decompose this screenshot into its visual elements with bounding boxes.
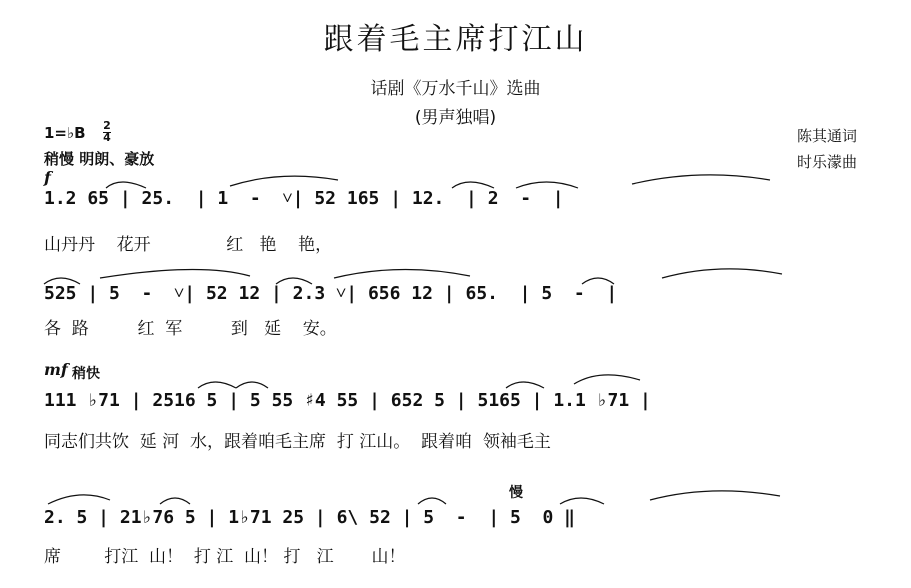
slur: [516, 182, 578, 188]
slur: [48, 495, 110, 504]
time-signature-top: 2: [103, 119, 111, 132]
dynamic-mezzo-forte: mf: [44, 360, 68, 379]
slur: [560, 498, 604, 504]
slur: [574, 375, 640, 384]
slur: [230, 176, 338, 186]
notation-line-1: 1.2 65 | 25. | 1 - ˅| 52 165 | 12. | 2 - |: [44, 188, 564, 209]
lyrics-line-4: 席 打江 山！ 打 江 山！ 打 江 山！: [44, 547, 406, 567]
slur: [160, 498, 190, 504]
slur: [334, 269, 470, 278]
voice-type: (男声独唱): [414, 108, 497, 128]
slur: [506, 382, 544, 388]
tempo-marking: 稍慢 明朗、豪放: [44, 150, 155, 168]
slur: [100, 269, 250, 278]
tempo-faster: 稍快: [72, 366, 100, 382]
lyricist-credit: 陈其通词: [797, 127, 858, 145]
slur: [276, 278, 312, 284]
key-signature: 1=♭B: [44, 124, 86, 142]
dynamic-forte: f: [44, 168, 51, 187]
notation-line-2: 525 | 5 - ˅| 52 12 | 2.3 ˅| 656 12 | 65. | 5 - |: [44, 283, 618, 304]
lyrics-line-1: 山丹丹 花开 红 艳 艳，: [44, 235, 333, 255]
lyrics-line-3: 同志们共饮 延 河 水，跟着咱毛主席 打 江山。 跟着咱 领袖毛主: [44, 432, 551, 452]
slur: [452, 182, 494, 188]
song-subtitle: 话剧《万水千山》选曲: [370, 79, 541, 99]
slur: [650, 491, 780, 500]
slur: [236, 382, 268, 388]
slur: [632, 175, 770, 184]
slur: [418, 498, 446, 504]
song-title: 跟着毛主席打江山: [323, 22, 588, 57]
notation-line-4: 2. 5 | 21♭76 5 | 1♭71 25 | 6\ 52 | 5 - | 5 0 ‖: [44, 507, 576, 528]
composer-credit: 时乐濛曲: [797, 153, 858, 171]
slur: [44, 278, 80, 284]
lyrics-line-2: 各 路 红 军 到 延 安。: [44, 319, 337, 339]
slur: [106, 182, 146, 188]
slur: [582, 278, 614, 284]
notation-line-3: 111 ♭71 | 2516 5 | 5 55 ♯4 55 | 652 5 | 5165 | 1.1 ♭71 |: [44, 390, 651, 411]
tempo-slow: 慢: [509, 485, 523, 501]
slur: [198, 382, 236, 388]
slur: [662, 269, 782, 278]
time-signature-bottom: 4: [103, 131, 111, 144]
